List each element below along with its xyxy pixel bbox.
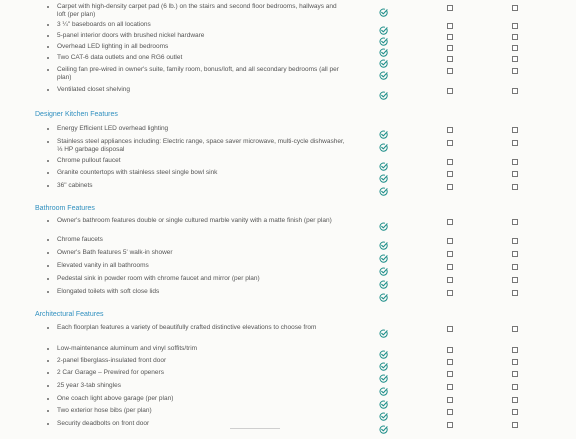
option-checkbox[interactable] xyxy=(447,359,453,365)
bullet-dot xyxy=(47,327,49,329)
option-checkbox[interactable] xyxy=(447,422,453,428)
bullet-dot xyxy=(47,385,49,387)
option-checkbox[interactable] xyxy=(447,219,453,225)
bullet-dot xyxy=(47,278,49,280)
check-circle-icon xyxy=(379,158,388,167)
check-circle-icon xyxy=(379,346,388,355)
option-checkbox[interactable] xyxy=(512,371,518,377)
check-circle-icon xyxy=(379,170,388,179)
option-checkbox[interactable] xyxy=(447,347,453,353)
option-checkbox[interactable] xyxy=(512,184,518,190)
option-checkbox[interactable] xyxy=(512,45,518,51)
feature-text: Granite countertops with stainless steel single bowl sink xyxy=(57,169,218,176)
check-circle-icon xyxy=(379,408,388,417)
bullet-dot xyxy=(47,89,49,91)
option-checkbox[interactable] xyxy=(447,384,453,390)
feature-text: 36" cabinets xyxy=(57,182,93,189)
check-circle-icon xyxy=(379,289,388,298)
option-checkbox[interactable] xyxy=(512,409,518,415)
option-checkbox[interactable] xyxy=(447,68,453,74)
feature-text: Energy Efficient LED overhead lighting xyxy=(57,125,169,132)
check-circle-icon xyxy=(379,67,388,76)
option-checkbox[interactable] xyxy=(447,409,453,415)
option-checkbox[interactable] xyxy=(512,159,518,165)
feature-text: Elongated toilets with soft close lids xyxy=(57,288,160,295)
option-checkbox[interactable] xyxy=(447,88,453,94)
check-circle-icon xyxy=(379,87,388,96)
feature-text: 2-panel fiberglass-insulated front door xyxy=(57,357,167,364)
check-circle-icon xyxy=(379,421,388,430)
option-checkbox[interactable] xyxy=(512,140,518,146)
bullet-dot xyxy=(47,185,49,187)
option-checkbox[interactable] xyxy=(512,219,518,225)
option-checkbox[interactable] xyxy=(447,45,453,51)
bullet-dot xyxy=(47,252,49,254)
option-checkbox[interactable] xyxy=(512,326,518,332)
feature-text: 5-panel interior doors with brushed nickel hardware xyxy=(57,32,205,39)
bullet-dot xyxy=(47,410,49,412)
check-circle-icon xyxy=(379,22,388,31)
option-checkbox[interactable] xyxy=(512,56,518,62)
check-circle-icon xyxy=(379,396,388,405)
bullet-dot xyxy=(47,35,49,37)
feature-text: Chrome faucets xyxy=(57,236,103,243)
option-checkbox[interactable] xyxy=(447,290,453,296)
bullet-dot xyxy=(47,239,49,241)
option-checkbox[interactable] xyxy=(512,422,518,428)
feature-text: Owner's Bath features 5' walk-in shower xyxy=(57,249,173,256)
feature-text: Low-maintenance aluminum and vinyl soffits/trim xyxy=(57,345,198,352)
check-circle-icon xyxy=(379,55,388,64)
feature-text: One coach light above garage (per plan) xyxy=(57,395,174,402)
option-checkbox[interactable] xyxy=(447,140,453,146)
feature-text: 2 Car Garage – Prewired for openers xyxy=(57,369,164,376)
option-checkbox[interactable] xyxy=(447,277,453,283)
option-checkbox[interactable] xyxy=(512,68,518,74)
check-circle-icon xyxy=(379,250,388,259)
check-circle-icon xyxy=(379,218,388,227)
option-checkbox[interactable] xyxy=(447,371,453,377)
feature-text: Two exterior hose bibs (per plan) xyxy=(57,407,152,414)
check-circle-icon xyxy=(379,263,388,272)
check-circle-icon xyxy=(379,237,388,246)
check-circle-icon xyxy=(379,383,388,392)
feature-text: Pedestal sink in powder room with chrome faucet and mirror (per plan) xyxy=(57,275,260,282)
feature-text: Carpet with high-density carpet pad (6 lb.) on the stairs and second floor bedrooms, hallways and loft (per plan) xyxy=(57,3,337,19)
option-checkbox[interactable] xyxy=(447,326,453,332)
bullet-dot xyxy=(47,6,49,8)
option-checkbox[interactable] xyxy=(447,34,453,40)
section-title: Bathroom Features xyxy=(35,205,95,212)
option-checkbox[interactable] xyxy=(447,56,453,62)
option-checkbox[interactable] xyxy=(447,159,453,165)
option-checkbox[interactable] xyxy=(447,171,453,177)
option-checkbox[interactable] xyxy=(512,171,518,177)
option-checkbox[interactable] xyxy=(512,23,518,29)
bullet-dot xyxy=(47,348,49,350)
option-checkbox[interactable] xyxy=(512,397,518,403)
bullet-dot xyxy=(47,398,49,400)
check-circle-icon xyxy=(379,44,388,53)
bullet-dot xyxy=(47,220,49,222)
option-checkbox[interactable] xyxy=(447,238,453,244)
option-checkbox[interactable] xyxy=(447,127,453,133)
option-checkbox[interactable] xyxy=(512,359,518,365)
feature-text: Elevated vanity in all bathrooms xyxy=(57,262,149,269)
check-circle-icon xyxy=(379,139,388,148)
check-circle-icon xyxy=(379,325,388,334)
bullet-dot xyxy=(47,141,49,143)
feature-text: Owner's bathroom features double or single cultured marble vanity with a matte finish (per plan) xyxy=(57,217,332,224)
section-title: Designer Kitchen Features xyxy=(35,111,118,118)
bullet-dot xyxy=(47,172,49,174)
check-circle-icon xyxy=(379,358,388,367)
option-checkbox[interactable] xyxy=(447,251,453,257)
option-checkbox[interactable] xyxy=(447,23,453,29)
bullet-dot xyxy=(47,24,49,26)
bullet-dot xyxy=(47,423,49,425)
bullet-dot xyxy=(47,265,49,267)
bullet-dot xyxy=(47,372,49,374)
option-checkbox[interactable] xyxy=(512,347,518,353)
bullet-dot xyxy=(47,160,49,162)
option-checkbox[interactable] xyxy=(447,184,453,190)
feature-text: Ceiling fan pre-wired in owner's suite, family room, bonus/loft, and all secondary bedrooms (all per plan) xyxy=(57,66,339,82)
option-checkbox[interactable] xyxy=(512,5,518,11)
feature-text: Ventilated closet shelving xyxy=(57,86,130,93)
feature-text: 3 ¼" baseboards on all locations xyxy=(57,21,151,28)
option-checkbox[interactable] xyxy=(512,290,518,296)
check-circle-icon xyxy=(379,4,388,13)
bullet-dot xyxy=(47,291,49,293)
option-checkbox[interactable] xyxy=(512,277,518,283)
option-checkbox[interactable] xyxy=(447,5,453,11)
check-circle-icon xyxy=(379,183,388,192)
option-checkbox[interactable] xyxy=(512,34,518,40)
option-checkbox[interactable] xyxy=(512,88,518,94)
check-circle-icon xyxy=(379,126,388,135)
option-checkbox[interactable] xyxy=(512,251,518,257)
bullet-dot xyxy=(47,57,49,59)
bullet-dot xyxy=(47,69,49,71)
feature-text: Security deadbolts on front door xyxy=(57,420,150,427)
bullet-dot xyxy=(47,128,49,130)
feature-text: Stainless steel appliances including: Electric range, space saver microwave, multi-cycle dishwasher, ⅓ HP garbage disposal xyxy=(57,138,345,154)
section-title: Architectural Features xyxy=(35,311,104,318)
option-checkbox[interactable] xyxy=(512,384,518,390)
feature-text: Each floorplan features a variety of beautifully crafted distinctive elevations to choose from xyxy=(57,324,317,331)
check-circle-icon xyxy=(379,276,388,285)
check-circle-icon xyxy=(379,370,388,379)
option-checkbox[interactable] xyxy=(512,264,518,270)
option-checkbox[interactable] xyxy=(447,397,453,403)
feature-text: 25 year 3-tab shingles xyxy=(57,382,121,389)
feature-text: Overhead LED lighting in all bedrooms xyxy=(57,43,169,50)
option-checkbox[interactable] xyxy=(512,238,518,244)
check-circle-icon xyxy=(379,33,388,42)
option-checkbox[interactable] xyxy=(512,127,518,133)
feature-text: Two CAT-6 data outlets and one RG6 outlet xyxy=(57,54,183,61)
bullet-dot xyxy=(47,360,49,362)
footer-divider xyxy=(230,428,280,429)
option-checkbox[interactable] xyxy=(447,264,453,270)
bullet-dot xyxy=(47,46,49,48)
feature-text: Chrome pullout faucet xyxy=(57,157,121,164)
